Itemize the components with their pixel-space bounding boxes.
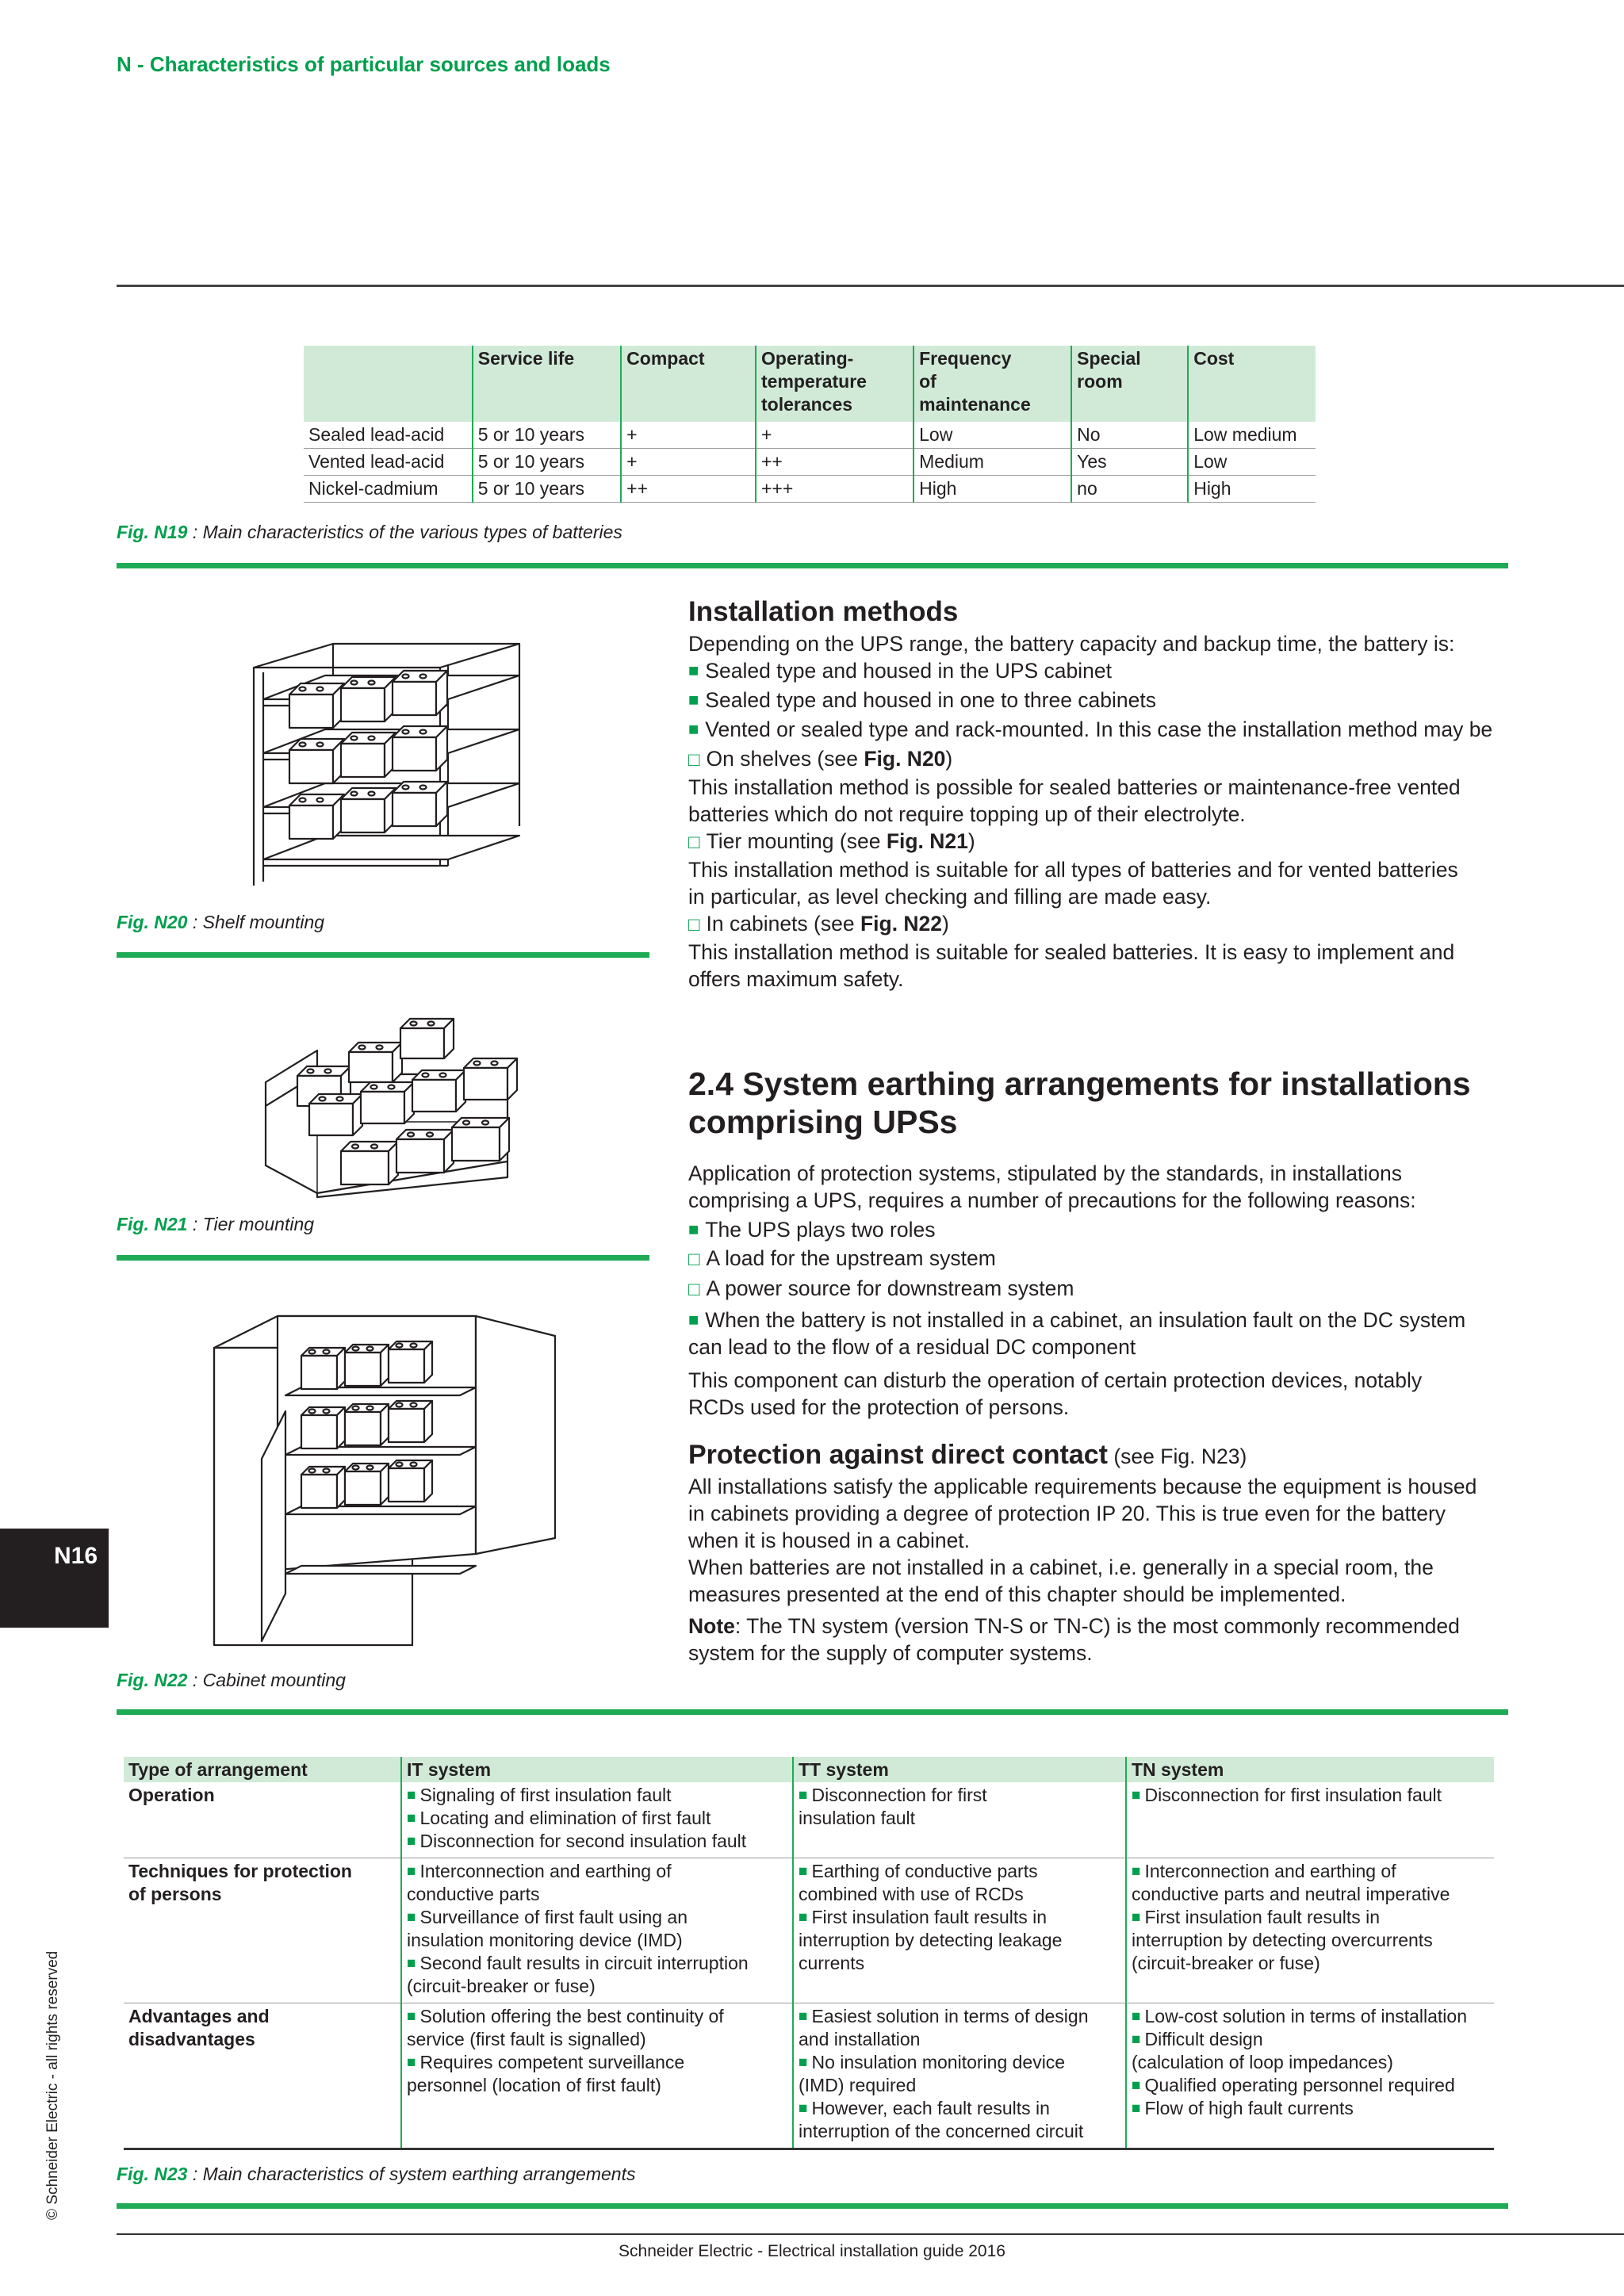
table-cell: ■ Interconnection and earthing of conductive parts ■ Surveillance of first fault using an insulation monitoring device (IMD) ■ Second fault results in circuit interruption (circuit-breaker or fuse): [401, 1858, 793, 2003]
tier-mounting-illustration: [254, 995, 523, 1201]
page-footer: Schneider Electric - Electrical installation guide 2016: [619, 2242, 1005, 2260]
table-cell: No: [1071, 422, 1188, 449]
section-rule: [117, 1709, 1508, 1715]
table-cell: ■ Signaling of first insulation fault ■ Locating and elimination of first fault ■ Disconnection for second insulation fault: [401, 1782, 793, 1858]
table-cell: Low medium: [1188, 422, 1316, 449]
column-header: Type of arrangement: [124, 1757, 401, 1782]
list-item: ■ Sealed type and housed in one to three cabinets: [688, 687, 1513, 714]
row-label: Advantages and disadvantages: [124, 2003, 401, 2149]
section-rule: [117, 1255, 649, 1261]
table-cell: ■ Disconnection for first insulation fault: [1126, 1782, 1494, 1858]
shelf-mounting-illustration: [238, 628, 539, 890]
table-row: [304, 449, 1316, 476]
table-row: [304, 476, 1316, 503]
table-cell: High: [1188, 476, 1316, 503]
header-rule: [117, 285, 1624, 287]
earthing-arrangements-table: [124, 1757, 1494, 2150]
footer-rule: [117, 2233, 1624, 2235]
table-row: [304, 422, 1316, 449]
installation-intro: Depending on the UPS range, the battery capacity and backup time, the battery is:: [688, 632, 1455, 656]
table-cell: ■ Low-cost solution in terms of installation ■ Difficult design (calculation of loop impedances) ■ Qualified operating personnel required ■ Flow of high fault currents: [1126, 2003, 1494, 2149]
list-item: ■ When the battery is not installed in a cabinet, an insulation fault on the DC system: [688, 1307, 1513, 1334]
list-item: ■ Vented or sealed type and rack-mounted. In this case the installation method may be: [688, 716, 1513, 743]
table-row: [124, 2003, 1494, 2149]
table-cell: 5 or 10 years: [473, 449, 621, 476]
fig-n20-caption: Fig. N20 : Shelf mounting: [117, 912, 325, 932]
table-header-row: [124, 1757, 1494, 1782]
table-cell: ■ Solution offering the best continuity of service (first fault is signalled) ■ Requires competent surveillance personnel (location of first fault): [401, 2003, 793, 2149]
table-cell: ++: [756, 449, 914, 476]
table-cell: Vented lead-acid: [304, 449, 473, 476]
protection-section: Protection against direct contact (see Fig. N23) All installations satisfy the applicable requirements because the equipment is housed in cabinets providing a degree of protection IP 20. This is true even for the battery when it is housed in a cabinet. When batteries are not installed in a cabinet, i.e. generally in a special room, the measures presented at the end of this chapter should be implemented. Note: The TN system (version TN-S or TN-C) is the most commonly recommended system for the supply of computer systems.: [688, 1441, 1513, 1667]
column-header: Cost: [1188, 346, 1316, 422]
table-cell: Nickel-cadmium: [304, 476, 473, 503]
list-item: □ On shelves (see Fig. N20): [688, 745, 1513, 774]
fig-n21-caption: Fig. N21 : Tier mounting: [117, 1214, 315, 1234]
page-header-title: N - Characteristics of particular sources and loads: [117, 52, 611, 76]
row-label: Operation: [124, 1782, 401, 1858]
table-cell: ■ Interconnection and earthing of conductive parts and neutral imperative ■ First insulation fault results in interruption by detecting overcurrents (circuit-breaker or fuse): [1126, 1858, 1494, 2003]
battery-characteristics-table: [304, 346, 1316, 503]
list-item: □ Tier mounting (see Fig. N21): [688, 828, 1513, 856]
section-rule: [117, 952, 649, 958]
table-cell: 5 or 10 years: [473, 476, 621, 503]
column-header: TT system: [793, 1757, 1126, 1782]
table-cell: Low: [914, 422, 1071, 449]
fig-n23-caption: Fig. N23 : Main characteristics of system earthing arrangements: [117, 2164, 636, 2184]
column-header: Special room: [1071, 346, 1188, 422]
list-item: □ A power source for downstream system: [688, 1275, 1513, 1303]
table-cell: ■ Easiest solution in terms of design and installation ■ No insulation monitoring device (IMD) required ■ However, each fault results in interruption of the concerned circuit: [793, 2003, 1126, 2149]
column-header: IT system: [401, 1757, 793, 1782]
column-header: Frequency of maintenance: [914, 346, 1071, 422]
column-header: Operating- temperature tolerances: [756, 346, 914, 422]
section-2-4-heading: 2.4 System earthing arrangements for installations comprising UPSs: [688, 1066, 1471, 1140]
table-cell: Low: [1188, 449, 1316, 476]
table-cell: Medium: [914, 449, 1071, 476]
table-row: [124, 1858, 1494, 2003]
column-header: Service life: [473, 346, 621, 422]
section-rule: [117, 563, 1508, 568]
table-cell: Yes: [1071, 449, 1188, 476]
table-cell: ++: [621, 476, 756, 503]
section-rule: [117, 2203, 1508, 2209]
table-cell: High: [914, 476, 1071, 503]
table-cell: +++: [756, 476, 914, 503]
list-item: ■ Sealed type and housed in the UPS cabinet: [688, 657, 1513, 684]
fig-n19-caption: Fig. N19 : Main characteristics of the various types of batteries: [117, 522, 622, 542]
table-cell: ■ Disconnection for first insulation fault: [793, 1782, 1126, 1858]
table-header-row: [304, 346, 1316, 422]
column-header: [304, 346, 473, 422]
list-item: □ In cabinets (see Fig. N22): [688, 910, 1513, 939]
page-number-tab: N16: [0, 1529, 109, 1628]
table-cell: no: [1071, 476, 1188, 503]
table-cell: +: [621, 422, 756, 449]
protection-heading: Protection against direct contact (see Fig. N23): [688, 1440, 1247, 1470]
table-cell: +: [756, 422, 914, 449]
column-header: Compact: [621, 346, 756, 422]
list-item: ■ The UPS plays two roles: [688, 1216, 1513, 1243]
row-label: Techniques for protection of persons: [124, 1858, 401, 2003]
table-cell: Sealed lead-acid: [304, 422, 473, 449]
installation-methods-heading: Installation methods: [688, 596, 959, 627]
list-item: □ A load for the upstream system: [688, 1245, 1513, 1273]
copyright-notice: © Schneider Electric - all rights reserved: [44, 1950, 61, 2220]
section-2-4: 2.4 System earthing arrangements for installations comprising UPSs Application of protection systems, stipulated by the standards, in installations comprising a UPS, requires a number of precautions for the following reasons: ■ The UPS plays two roles □ A load for the upstream system □ A power source for downstream system ■ When the battery is not installed in a cabinet, an insulation fault on the DC system can lead to the flow of a residual DC component This component can disturb the operation of certain protection devices, notably RCDs used for the protection of persons.: [688, 1065, 1513, 1421]
installation-methods-section: Installation methods Depending on the UPS range, the battery capacity and backup time, the battery is: ■ Sealed type and housed in the UPS cabinet ■ Sealed type and housed in one to three cabinets ■ Vented or sealed type and rack-mounted. In this case the installation method may be □ On shelves (see Fig. N20) This installation method is possible for sealed batteries or maintenance-free vented batteries which do not require topping up of their electrolyte. □ Tier mounting (see Fig. N21) This installation method is suitable for all types of batteries and for vented batteries in particular, as level checking and filling are made easy. □ In cabinets (see Fig. N22) This installation method is suitable for sealed batteries. It is easy to implement and offers maximum safety.: [688, 595, 1513, 993]
table-cell: +: [621, 449, 756, 476]
column-header: TN system: [1126, 1757, 1494, 1782]
cabinet-mounting-illustration: [206, 1300, 563, 1649]
table-row: [124, 1782, 1494, 1858]
table-cell: 5 or 10 years: [473, 422, 621, 449]
table-cell: ■ Earthing of conductive parts combined with use of RCDs ■ First insulation fault results in interruption by detecting leakage currents: [793, 1858, 1126, 2003]
fig-n22-caption: Fig. N22 : Cabinet mounting: [117, 1670, 346, 1690]
